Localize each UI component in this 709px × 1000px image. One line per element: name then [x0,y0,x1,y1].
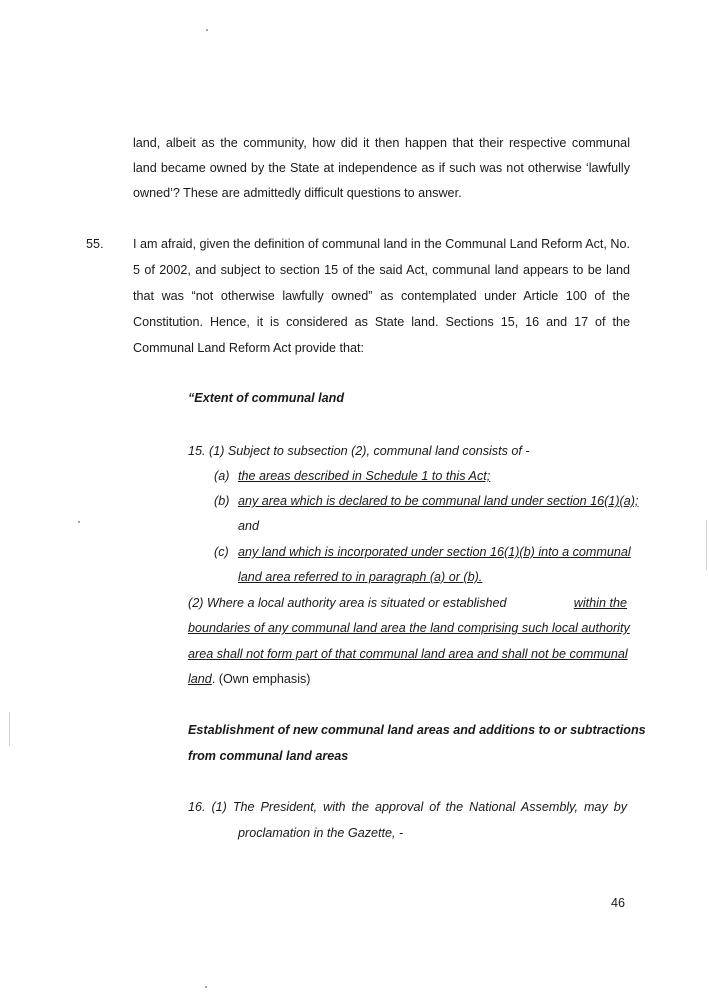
subsection-2-line [188,671,311,687]
section-16-heading: Establishment of new communal land areas and additions to or subtractions [188,723,646,737]
subsection-2-text: (2) Where a local authority area is situated or established [188,596,507,610]
quote-heading: “Extent of communal land [188,391,345,405]
subsection-2-emphasis: land [188,672,212,686]
paragraph-line: that was “not otherwise lawfully owned” as contemplated under Article 100 of the [133,289,630,303]
item-label: (c) [214,545,229,559]
paragraph-line: 5 of 2002, and subject to section 15 of the said Act, communal land appears to be land [133,263,630,277]
item-text: any area which is declared to be communal land under section 16(1)(a); [238,494,639,508]
section-16-heading: from communal land areas [188,749,349,763]
scan-speck [78,521,80,523]
subsection-2-line: area shall not form part of that communal land area and shall not be communal [188,647,628,661]
paragraph-line: land, albeit as the community, how did it then happen that their respective communal [133,136,630,150]
section-16-text: proclamation in the Gazette, - [238,826,404,840]
paragraph-line: I am afraid, given the definition of communal land in the Communal Land Reform Act, No. [133,237,631,251]
paragraph-line: owned’? These are admittedly difficult questions to answer. [133,186,462,200]
scan-edge-mark [9,712,10,746]
item-label: (b) [214,494,230,508]
section-16-text: 16. (1) The President, with the approval of the National Assembly, may by [188,800,627,814]
scan-edge-mark [706,520,707,570]
subsection-2-line [188,595,627,611]
subsection-2-line: boundaries of any communal land area the land comprising such local authority [188,621,630,635]
item-label: (a) [214,469,230,483]
subsection-2-emphasis: within the [573,596,627,610]
item-conjunction: and [238,519,260,533]
page-number: 46 [611,896,626,910]
item-text: the areas described in Schedule 1 to this Act; [238,469,491,483]
item-text: any land which is incorporated under section 16(1)(b) into a communal [238,545,631,559]
scan-speck [206,29,208,31]
paragraph-number: 55. [86,237,104,251]
section-15-intro: 15. (1) Subject to subsection (2), communal land consists of - [188,444,530,458]
paragraph-line: Communal Land Reform Act provide that: [133,341,364,355]
paragraph-line: land became owned by the State at independence as if such was not otherwise ‘lawfully [133,161,630,175]
paragraph-line: Constitution. Hence, it is considered as State land. Sections 15, 16 and 17 of the [133,315,630,329]
own-emphasis-note: . (Own emphasis) [211,672,311,686]
item-text: land area referred to in paragraph (a) or (b). [238,570,483,584]
scan-speck [205,986,207,988]
